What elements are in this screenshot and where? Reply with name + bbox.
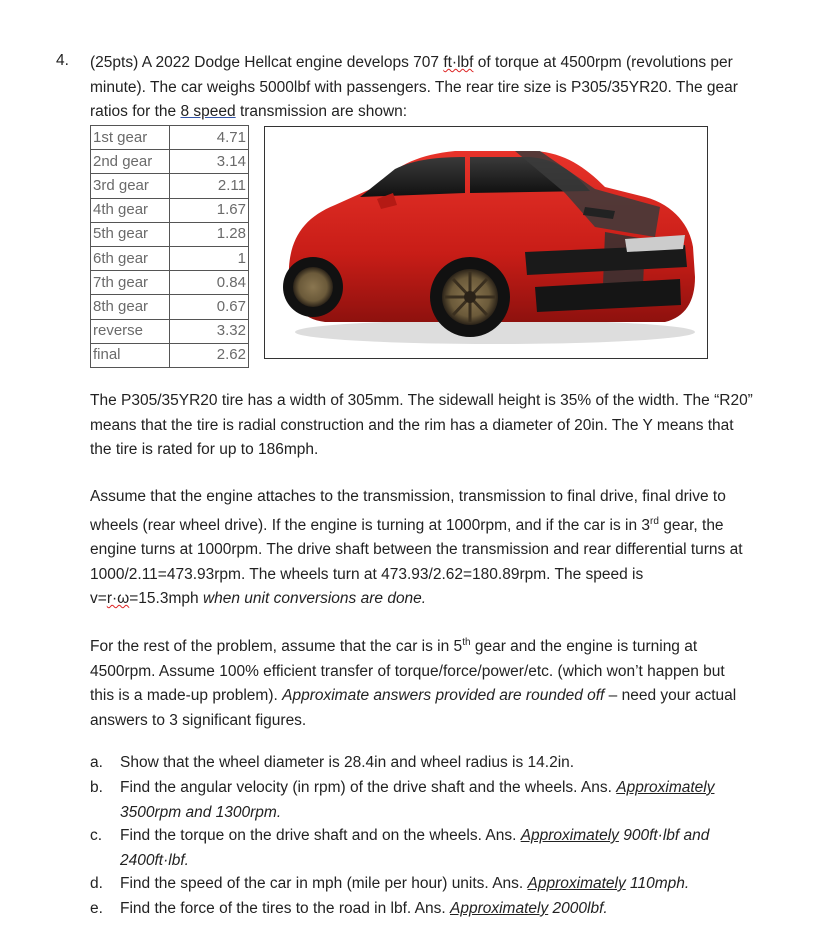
sub-letter: b. [90,779,103,796]
gear-row [91,174,249,198]
intro-line-1: (25pts) A 2022 Dodge Hellcat engine develops 707 [90,54,444,71]
gear-ratio: 4.71 [170,126,249,150]
assume-line-2a: wheels (rear wheel drive). If the engine is turning at 1000rpm, and if the car is in 3 [90,516,651,534]
gear-ratio: 1.67 [170,198,249,222]
rest-line-3c: – need your actual [604,687,737,705]
rest-line-4: answers to 3 significant figures. [90,711,307,729]
gear-name: 1st gear [91,126,170,150]
gear-name: 2nd gear [91,150,170,174]
rest-line-3b: Approximate answers provided are rounded off [282,687,605,705]
answer-line-2: 2400ft·lbf. [120,851,189,869]
gear-name: 4th gear [91,198,170,222]
sub-question-text: Show that the wheel diameter is 28.4in and wheel radius is 14.2in. [120,754,575,771]
answer-text: 900ft·lbf and [618,827,710,844]
r-omega: r·ω [106,590,130,608]
intro-paragraph [90,51,820,125]
sub-letter: d. [90,875,103,892]
sub-letter: e. [90,900,103,917]
gear-ratio: 0.67 [170,295,249,319]
sub-question-text: Find the speed of the car in mph (mile per hour) units. Ans. [120,875,528,892]
gear-name: 5th gear [91,222,170,246]
gear-name: reverse [91,319,170,343]
approx-label: Approximately [616,779,715,796]
intro-line-3: ratios for the [90,103,181,120]
gear-ratio: 1 [170,246,249,270]
gear-name: final [91,343,170,367]
gear-ratio: 2.11 [170,174,249,198]
sub-question-text: Find the force of the tires to the road in lbf. Ans. [120,900,450,917]
tire-line-2: means that the tire is radial construction and the rim has a diameter of 20in. The Y means that [90,416,734,434]
intro-line-2: minute). The car weighs 5000lbf with passengers. The rear tire size is P305/35YR20. The gear [90,78,738,96]
gear-row [91,343,249,367]
assume-line-1: Assume that the engine attaches to the transmission, transmission to final drive, final drive to [90,488,726,505]
assume-line-2b: gear, the [658,516,724,534]
rest-line-1b: gear and the engine is turning at [470,638,698,656]
answer-text: 110mph. [625,875,690,892]
rest-line-1a: For the rest of the problem, assume that the car is in 5 [90,638,463,656]
rest-line-2: 4500rpm. Assume 100% efficient transfer of torque/force/power/etc. (which won’t happen but [90,662,725,680]
assume-line-5c: =15.3mph [129,590,203,608]
gear-row [91,222,249,246]
answer-line-2: 3500rpm and 1300rpm. [120,803,282,821]
car-photo [264,126,708,359]
gear-name: 8th gear [91,295,170,319]
dodge-hellcat-image [265,127,707,358]
sub-question-text: Find the torque on the drive shaft and on the wheels. Ans. [120,827,521,844]
tire-line-3: the tire is rated for up to 186mph. [90,441,319,458]
assume-line-4: 1000/2.11=473.93rpm. The wheels turn at 473.93/2.62=180.89rpm. The speed is [90,565,644,583]
gear-row [91,198,249,222]
sub-text [120,824,810,873]
rest-paragraph [90,631,820,733]
tire-paragraph [90,389,820,463]
gear-row [91,319,249,343]
gear-ratio: 3.32 [170,319,249,343]
assume-line-3: engine turns at 1000rpm. The drive shaft between the transmission and rear differential turns at [90,541,743,559]
gear-ratio: 0.84 [170,271,249,295]
gear-row [91,246,249,270]
intro-line-1-end: of torque at 4500rpm (revolutions per [473,54,733,71]
assume-paragraph [90,485,820,612]
assume-line-5d: when unit conversions are done. [202,590,427,608]
gear-name: 6th gear [91,246,170,270]
assume-sup: rd [650,515,659,527]
sub-text [120,872,810,897]
gear-ratio: 1.28 [170,222,249,246]
tire-line-1: The P305/35YR20 tire has a width of 305mm. The sidewall height is 35% of the width. The “R20” [90,392,753,409]
intro-line-3-end: transmission are shown: [235,103,408,120]
approx-label: Approximately [450,900,549,917]
gear-row [91,295,249,319]
sub-text [120,897,810,922]
sub-letter: c. [90,827,103,844]
sub-question-text: Find the angular velocity (in rpm) of the drive shaft and the wheels. Ans. [120,779,617,796]
eight-speed-text: 8 speed [180,103,236,120]
rest-sup: th [462,637,471,648]
gear-ratio: 2.62 [170,343,249,367]
sub-text [120,776,810,825]
gear-name: 3rd gear [91,174,170,198]
gear-row [91,271,249,295]
rest-line-3a: this is a made-up problem). [90,687,283,705]
question-number: 4. [56,52,69,69]
torque-unit: ft·lbf [443,54,474,71]
sub-text [120,751,810,776]
sub-letter: a. [90,754,103,771]
answer-text: 2000lbf. [548,900,608,917]
gear-row [91,126,249,150]
gear-ratio: 3.14 [170,150,249,174]
gear-row [91,150,249,174]
gear-ratio-table [90,125,249,368]
approx-label: Approximately [520,827,619,844]
approx-label: Approximately [527,875,626,892]
gear-name: 7th gear [91,271,170,295]
assume-line-5a: v= [90,590,107,608]
